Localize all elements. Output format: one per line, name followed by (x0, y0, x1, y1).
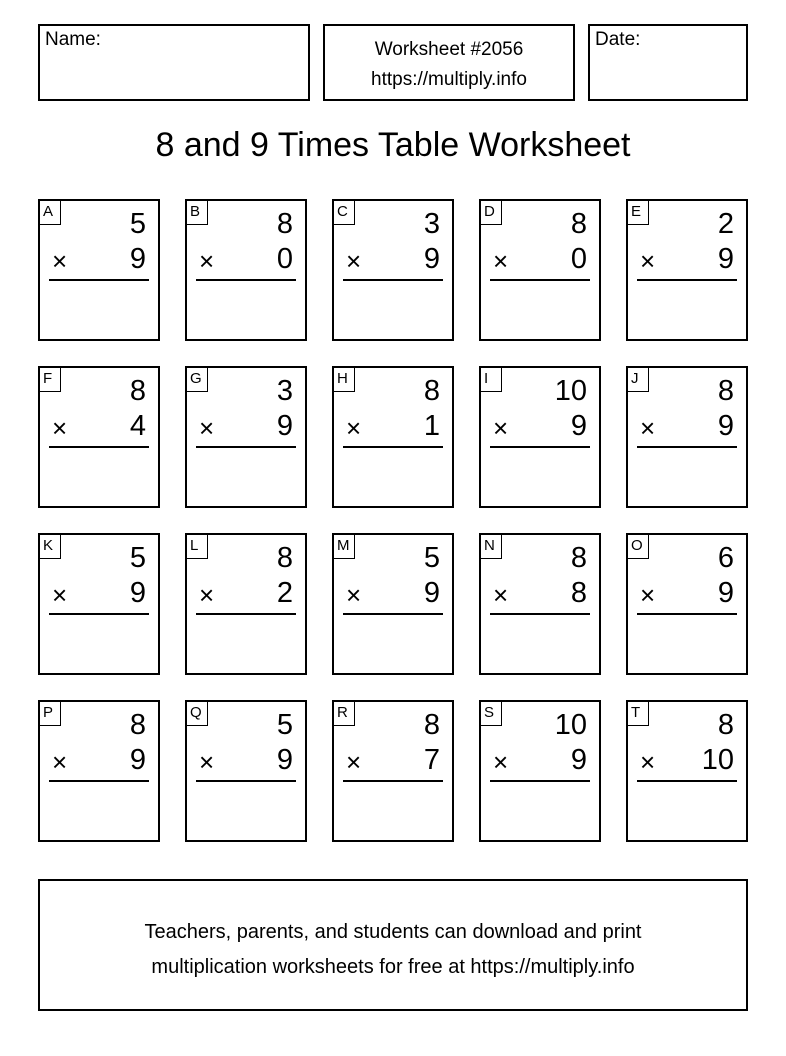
answer-rule (196, 780, 296, 782)
problem-letter: R (334, 702, 355, 726)
problem-multiplicand: 5 (276, 709, 293, 741)
answer-rule (343, 279, 443, 281)
multiply-sign: × (199, 413, 215, 443)
problem-card (185, 533, 307, 675)
problem-multiplicand: 5 (129, 208, 146, 240)
problem-card (332, 199, 454, 341)
multiply-sign: × (346, 413, 362, 443)
problem-multiplicand: 10 (554, 375, 587, 407)
answer-rule (637, 446, 737, 448)
answer-rule (49, 279, 149, 281)
multiply-sign: × (493, 747, 509, 777)
worksheet-title: 8 and 9 Times Table Worksheet (155, 126, 631, 164)
problem-card (38, 199, 160, 341)
problem-multiplier: 8 (570, 577, 587, 609)
footer-line-1: Teachers, parents, and students can download and print (144, 921, 642, 943)
problem-letter: J (628, 368, 649, 392)
problem-letter: S (481, 702, 502, 726)
multiply-sign: × (346, 747, 362, 777)
problem-multiplier: 9 (129, 744, 146, 776)
multiply-sign: × (346, 580, 362, 610)
answer-rule (490, 780, 590, 782)
multiply-sign: × (199, 246, 215, 276)
problem-multiplier: 4 (129, 410, 146, 442)
problem-multiplier: 2 (276, 577, 293, 609)
answer-rule (343, 446, 443, 448)
name-label: Name: (45, 29, 101, 50)
problem-letter: A (40, 201, 61, 225)
answer-rule (49, 780, 149, 782)
multiply-sign: × (493, 413, 509, 443)
multiply-sign: × (52, 246, 68, 276)
problem-card (38, 533, 160, 675)
problem-multiplier: 9 (717, 577, 734, 609)
problem-letter: B (187, 201, 208, 225)
site-url: https://multiply.info (371, 69, 527, 90)
problem-letter: I (481, 368, 502, 392)
problem-card (185, 700, 307, 842)
problem-multiplier: 9 (276, 744, 293, 776)
problem-multiplicand: 2 (717, 208, 734, 240)
problem-multiplicand: 8 (570, 208, 587, 240)
answer-rule (343, 613, 443, 615)
problem-letter: L (187, 535, 208, 559)
problem-multiplier: 9 (423, 243, 440, 275)
problem-letter: T (628, 702, 649, 726)
footer-text (40, 915, 746, 985)
problem-letter: G (187, 368, 208, 392)
problem-card (626, 199, 748, 341)
problem-multiplicand: 8 (129, 375, 146, 407)
problem-multiplicand: 8 (423, 709, 440, 741)
problem-multiplier: 7 (423, 744, 440, 776)
multiply-sign: × (52, 580, 68, 610)
problem-multiplicand: 8 (129, 709, 146, 741)
problem-multiplier: 0 (276, 243, 293, 275)
problem-card (479, 533, 601, 675)
problem-multiplier: 9 (570, 410, 587, 442)
problem-multiplier: 9 (276, 410, 293, 442)
problem-multiplier: 9 (129, 577, 146, 609)
date-label: Date: (595, 29, 641, 50)
problem-multiplicand: 10 (554, 709, 587, 741)
footer-box (38, 879, 748, 1011)
problem-letter: Q (187, 702, 208, 726)
problem-card (38, 700, 160, 842)
problem-card (38, 366, 160, 508)
problem-letter: F (40, 368, 61, 392)
multiply-sign: × (52, 747, 68, 777)
problem-multiplicand: 3 (423, 208, 440, 240)
answer-rule (343, 780, 443, 782)
problem-multiplicand: 5 (423, 542, 440, 574)
answer-rule (196, 446, 296, 448)
problem-card (332, 700, 454, 842)
multiply-sign: × (640, 246, 656, 276)
problem-letter: M (334, 535, 355, 559)
answer-rule (637, 613, 737, 615)
problem-card (332, 533, 454, 675)
problem-multiplicand: 3 (276, 375, 293, 407)
problem-letter: D (481, 201, 502, 225)
multiply-sign: × (493, 246, 509, 276)
problem-card (626, 700, 748, 842)
problem-card (185, 199, 307, 341)
worksheet-number: Worksheet #2056 (374, 39, 524, 60)
problem-multiplicand: 8 (717, 375, 734, 407)
problem-letter: H (334, 368, 355, 392)
problem-multiplier: 9 (717, 243, 734, 275)
problem-letter: E (628, 201, 649, 225)
problem-card (185, 366, 307, 508)
answer-rule (490, 446, 590, 448)
problem-multiplier: 9 (570, 744, 587, 776)
problem-multiplicand: 5 (129, 542, 146, 574)
answer-rule (490, 279, 590, 281)
multiply-sign: × (493, 580, 509, 610)
problem-card (626, 366, 748, 508)
problem-multiplicand: 8 (276, 208, 293, 240)
problem-letter: O (628, 535, 649, 559)
answer-rule (637, 780, 737, 782)
footer-line-2: multiplication worksheets for free at https://multiply.info (151, 956, 635, 978)
problem-multiplicand: 8 (570, 542, 587, 574)
answer-rule (196, 613, 296, 615)
problem-multiplier: 9 (129, 243, 146, 275)
answer-rule (196, 279, 296, 281)
multiply-sign: × (199, 747, 215, 777)
problem-card (332, 366, 454, 508)
problem-card (479, 700, 601, 842)
problem-multiplier: 0 (570, 243, 587, 275)
multiply-sign: × (346, 246, 362, 276)
multiply-sign: × (640, 747, 656, 777)
answer-rule (49, 446, 149, 448)
multiply-sign: × (199, 580, 215, 610)
problem-card (479, 199, 601, 341)
answer-rule (490, 613, 590, 615)
multiply-sign: × (640, 413, 656, 443)
problem-multiplier: 10 (701, 744, 734, 776)
problem-letter: N (481, 535, 502, 559)
problem-multiplier: 1 (423, 410, 440, 442)
problem-letter: P (40, 702, 61, 726)
problem-multiplicand: 8 (423, 375, 440, 407)
problem-multiplier: 9 (717, 410, 734, 442)
answer-rule (637, 279, 737, 281)
problem-card (479, 366, 601, 508)
multiply-sign: × (52, 413, 68, 443)
problem-multiplicand: 8 (717, 709, 734, 741)
problem-multiplicand: 6 (717, 542, 734, 574)
multiply-sign: × (640, 580, 656, 610)
problem-card (626, 533, 748, 675)
problem-letter: K (40, 535, 61, 559)
problem-multiplier: 9 (423, 577, 440, 609)
problem-multiplicand: 8 (276, 542, 293, 574)
problem-letter: C (334, 201, 355, 225)
answer-rule (49, 613, 149, 615)
